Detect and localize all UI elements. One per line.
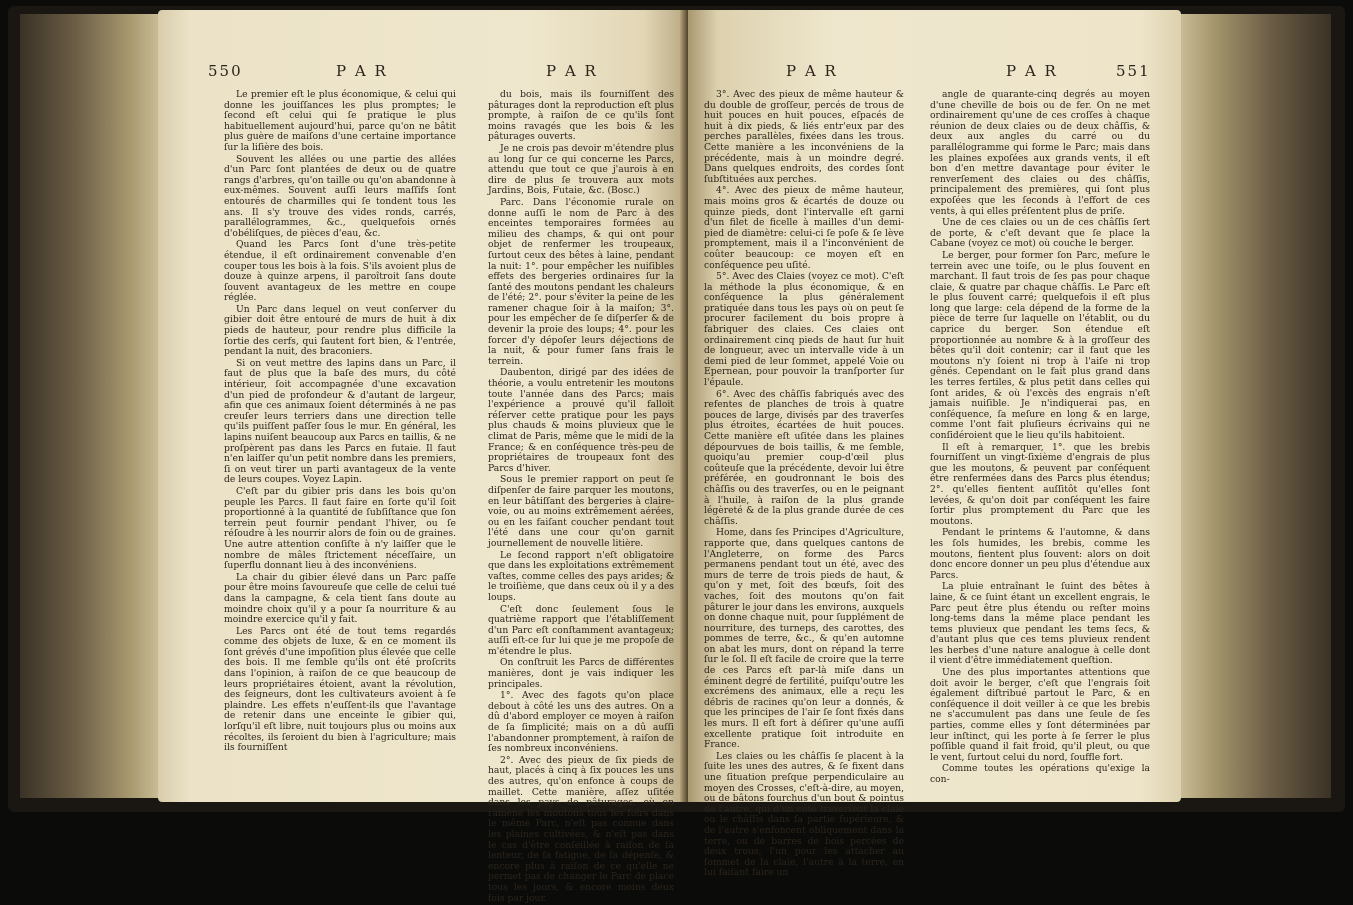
paragraph: Les claies ou les châſſis ſe placent à la ſuite les unes des autres, & ſe fixent dans une ſituation preſque perpendiculaire au moyen des Crosses, c'eſt-à-dire, au moyen, ou de bâtons fourchus d'un bout & pointus de l'autre, qui d'un côté traverſent la claie ou le châſſis dans ſa partie ſupérieure, & de l'autre s'enfoncent obliquement dans la terre, ou de barres de bois percées de deux trous, l'un pour les attacher au ſommet de la claie, l'autre à la terre, en lui faiſant faire un xyxy=(704,750,904,879)
paragraph: Une de ces claies ou un de ces châſſis ſert de porte, & c'eſt devant que ſe place la Cabane (voyez ce mot) où couche le berger. xyxy=(930,217,1150,250)
paragraph: 3°. Avec des pieux de même hauteur & du double de groſſeur, percés de trous de huit pouces en huit pouces, eſpacés de huit à dix pieds, & liés entr'eux par des perches parallèles, fixées dans les trous. Cette manière a les inconvéniens de la précédente, mais à un moindre degré. Dans quelques endroits, des cordes ſont ſubſtituées aux perches. xyxy=(704,89,904,185)
paragraph: Comme toutes les opérations qu'exige la con- xyxy=(930,763,1150,785)
paragraph: angle de quarante-cinq degrés au moyen d'une cheville de bois ou de fer. On ne met ordinairement qu'une de ces croſſes à chaque réunion de deux claies ou de deux châſſis, & deux aux angles du carré ou du parallélogramme qui forme le Parc; mais dans les plaines expoſées aux grands vents, il eſt bon d'en mettre davantage pour éviter le renverſement des claies ou des châſſis, principalement des premières, qui ſont plus expoſées que les ſeconds à l'effort de ces vents, à qui elles préſentent plus de priſe. xyxy=(930,89,1150,217)
paragraph: Une des plus importantes attentions que doit avoir le berger, c'eſt que l'engrais ſoit également diſtribué partout le Parc, & en conſéquence il doit veiller à ce que les brebis ne s'accumulent pas dans une ſeule de ſes parties, comme elles y ſont déterminées par leur inſtinct, qui les porte à ſe ſerrer le plus poſſible quand il fait froid, qu'il pleut, ou que le vent, ſurtout celui du nord, ſouffle fort. xyxy=(930,667,1150,763)
paragraph: Daubenton, dirigé par des idées de théorie, a voulu entretenir les moutons toute l'année dans des Parcs; mais l'expérience a prouvé qu'il falloit réſerver cette pratique pour les pays plus chauds & moins pluvieux que le climat de Paris, même que le midi de la France; & en conſéquence très-peu de propriétaires de troupeaux font des Parcs d'hiver. xyxy=(488,367,674,474)
paragraph: 1°. Avec des fagots qu'on place debout à côté les uns des autres. On a dû d'abord employer ce moyen à raiſon de ſa ſimplicité; mais on a dû auſſi l'abandonner promptement, à raiſon de ſes nombreux inconvéniens. xyxy=(488,690,674,755)
paragraph: Si on veut mettre des lapins dans un Parc, il faut de plus que la baſe des murs, du côté intérieur, ſoit accompagnée d'une excavation d'un pied de profondeur & d'autant de largeur, afin que ces animaux ſoient déterminés à ne pas creuſer leurs terriers dans une direction telle qu'ils puiſſent paſſer ſous le mur. En général, les lapins nuiſent beaucoup aux Parcs en taillis, & ne proſpèrent pas dans les Parcs en futaie. Il faut n'en laiſſer qu'un petit nombre dans les premiers, ſi on veut tirer un parti avantageux de la vente de leurs coupes. Voyez Lapin. xyxy=(224,357,456,486)
left-page-column-1 xyxy=(224,90,456,755)
paragraph: Le berger, pour former ſon Parc, meſure le terrein avec une toiſe, ou le plus ſouvent en marchant. Il faut trois de ſes pas pour chaque claie, & quatre par chaque châſſis. Le Parc eſt le plus ſouvent carré; quelquefois il eſt plus long que large: cela dépend de la forme de la pièce de terre ſur laquelle on l'établit, ou du caprice du berger. Son étendue eſt proportionnée au nombre & à la groſſeur des bêtes qu'il doit contenir; car il faut que les moutons n'y ſoient ni trop à l'aiſe ni trop gênés. Cependant on le fait plus grand dans les terres fertiles, & plus petit dans celles qui ſont arides, & où l'excès des engrais n'eſt jamais nuiſible. Je n'indiquerai pas, en conſéquence, ſa meſure en long & en large, comme l'ont fait pluſieurs écrivains qui ne conſidéroient que le lieu qu'ils habitoient. xyxy=(930,249,1150,441)
paragraph: Sous le premier rapport on peut ſe diſpenſer de faire parquer les moutons, en leur bâtiſſant des bergeries à claire-voie, ou au moins extrêmement aérées, ou en les faiſant coucher pendant tout l'été dans une cour qu'on garnit journellement de nouvelle litière. xyxy=(488,474,674,549)
paragraph: Le premier eſt le plus économique, & celui qui donne les jouiſſances les plus promptes; le ſecond eſt celui qui ſe pratique le plus habituellement aujourd'hui, parce qu'on ne bâtit plus guère de maiſons d'une certaine importance ſur la liſière des bois. xyxy=(224,89,456,153)
running-head-right: P A R xyxy=(1006,62,1058,80)
paragraph: 5°. Avec des Claies (voyez ce mot). C'eſt la méthode la plus économique, & en conſéquence la plus généralement pratiquée dans tous les pays où on peut ſe procurer facilement du bois propre à fabriquer des claies. Ces claies ont ordinairement cinq pieds de haut ſur huit de longueur, avec un intervalle vide à un demi pied de leur ſommet, appelé Voie ou Epernean, pour pouvoir la tranſporter ſur l'épaule. xyxy=(704,271,904,389)
paragraph: 6°. Avec des châſſis fabriqués avec des refentes de planches de trois à quatre pouces de large, divisés par des traverſes plus étroites, écartées de huit pouces. Cette manière eſt uſitée dans les plaines dépourvues de bois taillis, & me ſemble, quoiqu'au premier coup-d'œil plus coûteuſe que la précédente, devoir lui être préférée, en goudronnant le bois des châſſis ou des traverſes, ou en le peignant à l'huile, à raiſon de la plus grande légèreté & de la plus grande durée de ces châſſis. xyxy=(704,388,904,527)
paragraph: Le ſecond rapport n'eſt obligatoire que dans les exploitations extrêmement vaſtes, comme celles des pays arides; & le troiſième, que dans ceux où il y a des loups. xyxy=(488,549,674,603)
running-head-left: P A R xyxy=(336,62,388,80)
paragraph: Il eſt à remarquer, 1°. que les brebis fourniſſent un vingt-ſixième d'engrais de plus que les moutons, & peuvent par conſéquent être renfermées dans des Parcs plus étendus; 2°. qu'elles fientent auſſitôt qu'elles ſont levées, & qu'on doit par conſéquent les faire ſortir plus promptement du Parc que les moutons. xyxy=(930,441,1150,527)
running-head-left: P A R xyxy=(786,62,838,80)
paragraph: C'eſt donc ſeulement ſous le quatrième rapport que l'établiſſement d'un Parc eſt conſtamment avantageux; auſſi eſt-ce ſur lui que je me propoſe de m'étendre le plus. xyxy=(488,603,674,657)
paragraph: 4°. Avec des pieux de même hauteur, mais moins gros & écartés de douze ou quinze pieds, dont l'intervalle eſt garni d'un filet de ficelle à mailles d'un demi-pied de diamètre: celui-ci ſe poſe & ſe lève promptement, mais il a l'inconvénient de coûter beaucoup: ce moyen eſt en conſéquence peu uſité. xyxy=(704,185,904,271)
left-page-edges xyxy=(20,14,158,798)
paragraph: 2°. Avec des pieux de ſix pieds de haut, placés à cinq à ſix pouces les uns des autres, qu'on enfonce à coups de maillet. Cette manière, aſſez uſitée dans les pays de pâturages, où on ramène les moutons tous les ſoirs dans le même Parc, n'eſt pas connue dans les plaines cultivées, & n'eſt pas dans le cas d'être conſeillée à raiſon de ſa lenteur, de ſa fatigue, de ſa dépenſe, & encore plus à raiſon de ce qu'elle ne permet pas de changer le Parc de place tous les jours, & encore moins deux fois par jour. xyxy=(488,754,674,904)
paragraph: La pluie entraînant le ſuint des bêtes à laine, & ce ſuint étant un excellent engrais, le Parc peut être plus étendu ou reſter moins long-tems dans la même place pendant les tems pluvieux que pendant les tems ſecs, & d'autant plus que ces tems pluvieux rendent les herbes d'une nature analogue à celle dont il vient d'être immédiatement queſtion. xyxy=(930,581,1150,667)
left-page-header xyxy=(158,62,686,86)
right-page xyxy=(688,10,1181,879)
paragraph: Quand les Parcs ſont d'une très-petite étendue, il eſt ordinairement convenable d'en couper tous les bois à la fois. S'ils avoient plus de douze à quinze arpens, il paroîtroit ſans doute ſouvent avantageux de les mettre en coupe réglée. xyxy=(224,239,456,304)
page-number: 551 xyxy=(1116,62,1151,80)
paragraph: La chair du gibier élevé dans un Parc paſſe pour être moins ſavoureuſe que celle de celui tué dans la campagne, & cela tient ſans doute au moindre choix qu'il y a pour ſa nourriture & au moindre exercice qu'il y fait. xyxy=(224,571,456,626)
right-page-header xyxy=(688,62,1181,86)
paragraph: Je ne crois pas devoir m'étendre plus au long ſur ce qui concerne les Parcs, attendu que tout ce que j'aurois à en dire de plus ſe trouvera aux mots Jardins, Bois, Futaie, &c. (Bosc.) xyxy=(488,142,674,197)
paragraph: Home, dans ſes Principes d'Agriculture, rapporte que, dans quelques cantons de l'Angleterre, on forme des Parcs permanens pendant tout un été, avec des murs de terre de trois pieds de haut, & qu'on y met, ſoit des bœufs, ſoit des vaches, ſoit des moutons qu'on fait pâturer le jour dans les environs, auxquels on donne chaque nuit, pour ſupplément de nourriture, des turneps, des carottes, des pommes de terre, &c., & qu'en automne on abat les murs, dont on répand la terre ſur le ſol. Il eſt facile de croire que la terre de ces Parcs eſt par-là miſe dans un éminent degré de fertilité, puiſqu'outre les excrémens des animaux, elle a reçu les débris de racines qu'on leur a donnés, & que les principes de l'air ſe ſont fixés dans les murs. Il eſt fort à déſirer qu'une auſſi excellente pratique ſoit introduite en France. xyxy=(704,527,904,751)
paragraph: Pendant le printems & l'automne, & dans les ſols humides, les brebis, comme les moutons, fientent plus ſouvent: alors on doit donc encore donner un peu plus d'étendue aux Parcs. xyxy=(930,527,1150,581)
right-page-column-2 xyxy=(930,90,1150,787)
left-page xyxy=(158,10,686,904)
paragraph: Parc. Dans l'économie rurale on donne auſſi le nom de Parc à des enceintes temporaires formées au milieu des champs, & qui ont pour objet de renfermer les troupeaux, ſurtout ceux des bêtes à laine, pendant la nuit: 1°. pour empêcher les nuiſibles effets des bergeries ordinaires ſur la ſanté des moutons pendant les chaleurs de l'été; 2°. pour s'éviter la peine de les ramener chaque ſoir à la maiſon; 3°. pour les empêcher de ſe diſperſer & de devenir la proie des loups; 4°. pour les forcer d'y dépoſer leurs déjections de la nuit, & pour fumer ſans frais le terrein. xyxy=(488,196,674,367)
left-page-column-2 xyxy=(488,90,674,905)
paragraph: On conſtruit les Parcs de différentes manières, dont je vais indiquer les principales. xyxy=(488,657,674,690)
paragraph: Souvent les allées ou une partie des allées d'un Parc ſont plantées de deux ou de quatre rangs d'arbres, qu'on taille ou qu'on abandonne à eux-mêmes. Souvent auſſi leurs maſſifs ſont entourés de charmilles qui ſe tondent tous les ans. Il s'y trouve des vides ronds, carrés, parallélogrammes, &c., quelquefois ornés d'obéliſques, de pièces d'eau, &c. xyxy=(224,153,456,239)
page-number: 550 xyxy=(208,62,243,80)
paragraph: Un Parc dans lequel on veut conſerver du gibier doit être entouré de murs de huit à dix pieds de hauteur, pour rendre plus difficile la ſortie des cerfs, qui ſautent fort bien, & l'entrée, pendant la nuit, des braconiers. xyxy=(224,303,456,358)
right-page-edges xyxy=(1181,14,1331,798)
paragraph: du bois, mais ils fourniſſent des pâturages dont la reproduction eſt plus prompte, à raiſon de ce qu'ils ſont moins ravagés que les bois & les pâturages ouverts. xyxy=(488,89,674,143)
paragraph: C'eſt par du gibier pris dans les bois qu'on peuple les Parcs. Il faut faire en ſorte qu'il ſoit proportionné à la quantité de ſubſiſtance que ſon terrein peut fournir pendant l'hiver, ou ſe réſoudre à les nourrir alors de foin ou de graines. Une autre attention conſiſte à n'y laiſſer que le nombre de mâles ſtrictement néceſſaire, un ſuperflu donnant lieu à des inconvéniens. xyxy=(224,485,456,572)
running-head-right: P A R xyxy=(546,62,598,80)
right-page-column-1 xyxy=(704,90,904,880)
paragraph: Les Parcs ont été de tout tems regardés comme des objets de luxe, & en ce moment ils ſont grévés d'une impoſition plus élevée que celle des bois. Il me ſemble qu'ils ont été proſcrits dans l'opinion, à raiſon de ce que beaucoup de leurs propriétaires étoient, avant la révolution, des ſeigneurs, dont les cultivateurs avoient à ſe plaindre. Les effets n'euſſent-ils que l'avantage de retenir dans une enceinte le gibier qui, lorſqu'il eſt libre, nuit toujours plus ou moins aux récoltes, ils ſeroient du bien à l'agriculture; mais ils fourniſſent xyxy=(224,625,456,754)
